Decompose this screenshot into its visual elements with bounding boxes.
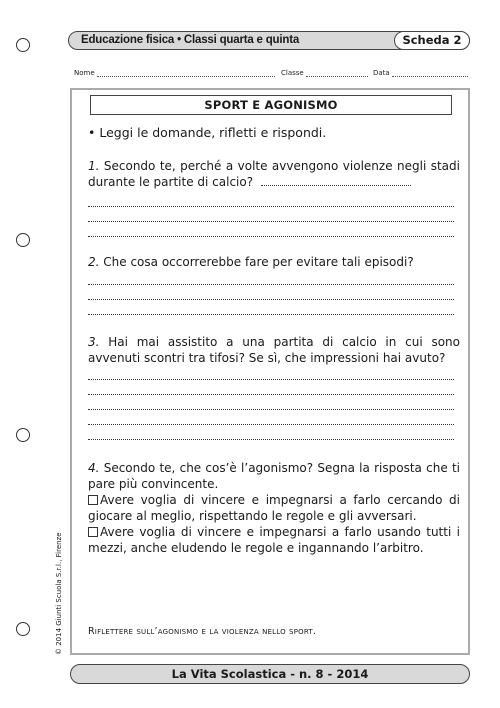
binder-hole-2 bbox=[16, 233, 30, 247]
answer-line[interactable] bbox=[88, 438, 454, 440]
publication-footer: La Vita Scolastica - n. 8 - 2014 bbox=[70, 664, 470, 684]
reflection-note: Riflettere sull’agonismo e la violenza nello sport. bbox=[88, 626, 317, 637]
header-title: Educazione fisica • Classi quarta e quinta bbox=[81, 34, 300, 46]
option-1[interactable] bbox=[88, 492, 460, 524]
answer-line[interactable] bbox=[88, 423, 454, 425]
header-bar bbox=[68, 31, 470, 50]
question-number: 3. bbox=[88, 335, 100, 349]
answer-line[interactable] bbox=[88, 298, 454, 300]
question-text: Hai mai assistito a una partita di calcio in cui sono avvenuti scontri tra tifosi? Se sì, che impressioni hai avuto? bbox=[88, 335, 460, 365]
question-3 bbox=[88, 334, 460, 366]
question-2 bbox=[88, 254, 460, 270]
date-field[interactable] bbox=[373, 69, 468, 77]
answer-line[interactable] bbox=[88, 313, 454, 315]
question-1 bbox=[88, 158, 460, 190]
worksheet-title: SPORT E AGONISMO bbox=[90, 95, 452, 115]
binder-hole-1 bbox=[16, 38, 30, 52]
checkbox-option-1[interactable] bbox=[88, 495, 98, 505]
question-text: Che cosa occorrerebbe fare per evitare tali episodi? bbox=[103, 255, 414, 269]
option-text: Avere voglia di vincere e impegnarsi a farlo cercando di giocare al meglio, rispettando le regole e gli avversari. bbox=[88, 493, 460, 523]
answer-line[interactable] bbox=[88, 205, 454, 207]
checkbox-option-2[interactable] bbox=[88, 527, 98, 537]
sheet-number: Scheda 2 bbox=[394, 31, 470, 50]
answer-line[interactable] bbox=[261, 175, 411, 186]
instruction: • Leggi le domande, rifletti e rispondi. bbox=[88, 125, 327, 140]
binder-hole-3 bbox=[16, 428, 30, 442]
date-label: Data bbox=[373, 69, 390, 77]
copyright-notice: © 2014 Giunti Scuola S.r.l., Firenze bbox=[55, 532, 63, 655]
question-4 bbox=[88, 460, 460, 556]
question-number: 4. bbox=[88, 461, 100, 475]
option-text: Avere voglia di vincere e impegnarsi a farlo usando tutti i mezzi, anche eludendo le regole e ingannando l’arbitro. bbox=[88, 525, 460, 555]
name-label: Nome bbox=[74, 69, 95, 77]
option-2[interactable] bbox=[88, 524, 460, 556]
question-number: 2. bbox=[88, 255, 100, 269]
answer-line[interactable] bbox=[88, 408, 454, 410]
binder-hole-4 bbox=[16, 622, 30, 636]
answer-line[interactable] bbox=[88, 220, 454, 222]
answer-line[interactable] bbox=[88, 378, 454, 380]
question-text: Secondo te, che cos’è l’agonismo? Segna la risposta che ti pare più convincente. bbox=[88, 461, 460, 491]
answer-line[interactable] bbox=[88, 283, 454, 285]
class-label: Classe bbox=[281, 69, 304, 77]
question-number: 1. bbox=[88, 159, 100, 173]
name-field[interactable] bbox=[74, 69, 275, 77]
answer-line[interactable] bbox=[88, 393, 454, 395]
answer-line[interactable] bbox=[88, 235, 454, 237]
class-field[interactable] bbox=[281, 69, 368, 77]
question-text: Secondo te, perché a volte avvengono violenze negli stadi durante le partite di calcio? bbox=[88, 159, 460, 189]
